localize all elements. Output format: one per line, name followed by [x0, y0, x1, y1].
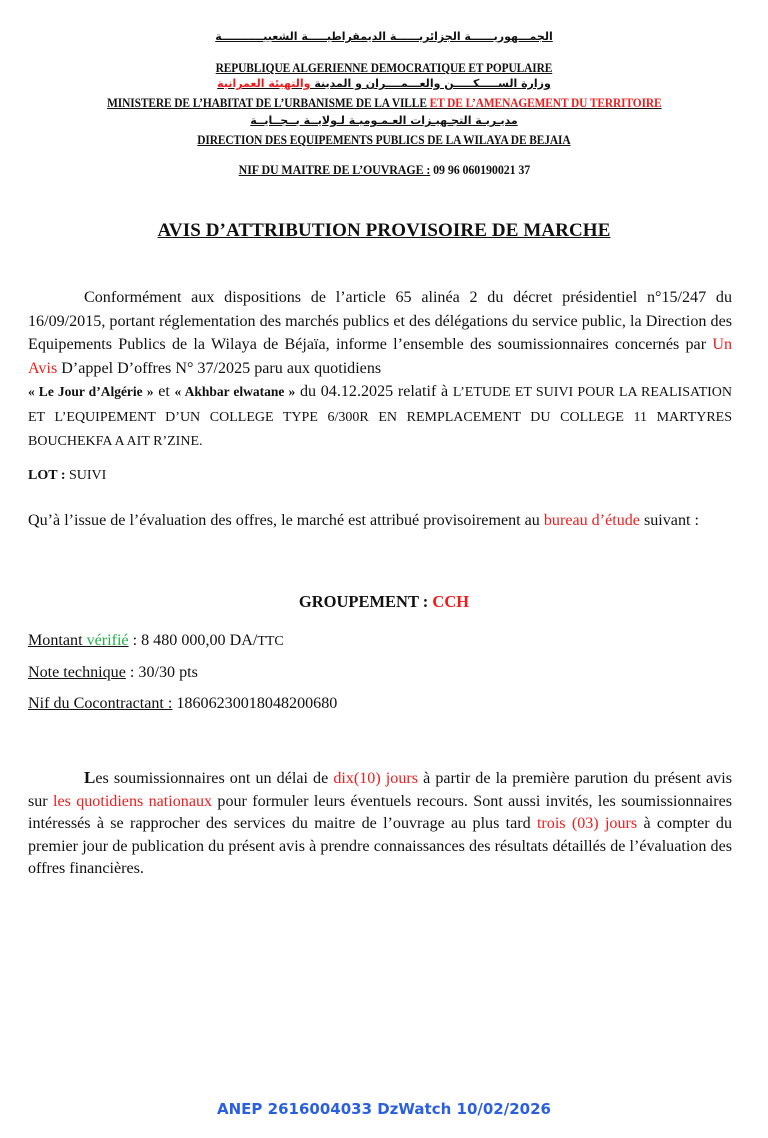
recours-delai: dix(10) jours — [333, 770, 418, 787]
groupement-value: CCH — [432, 592, 470, 611]
recours-text-4: à compter du premier jour de publication du présent avis à prendre connaissances des résultats détaillés de l’évaluation des offres financières. — [28, 815, 732, 877]
header-french-ministry — [0, 96, 768, 111]
arabic-ministry-red-text: والتهيئة العمرانية — [217, 77, 311, 90]
recours-quotidiens: les quotidiens nationaux — [53, 792, 213, 810]
montant-value: : 8 480 000,00 DA/ — [128, 632, 258, 649]
header-arabic-republic: الجمـــهوريــــــة الجزائريــــــة الديمقراطيـــــة الشعبيـــــــــــة — [215, 30, 553, 43]
recours-text-1: es soumissionnaires ont un délai de — [95, 770, 334, 787]
groupement-line — [0, 592, 768, 612]
arabic-ministry-text: وزارة الســـــكـــــن والعـــمــــران و المدينة — [310, 77, 551, 90]
project-object: L’ETUDE ET SUIVI POUR LA REALISATION ET L’EQUIPEMENT D’UN COLLEGE TYPE 6/300R EN REMPLACEMENT DU COLLEGE 11 MARTYRES BOUCHEKFA A AIT R’ZINE. — [28, 385, 733, 449]
recours-first-letter: L — [84, 768, 96, 787]
montant-verifie: vérifié — [86, 632, 129, 649]
nif-line — [238, 162, 529, 178]
attribution-text-1: Qu’à l’issue de l’évaluation des offres, le marché est attribué provisoirement au — [28, 512, 544, 529]
montant-ttc: TTC — [257, 634, 284, 649]
french-ministry-line — [107, 96, 661, 111]
header-french-direction — [0, 133, 768, 148]
header-french-republic — [0, 61, 768, 76]
nif-cocontractant-line — [28, 695, 337, 713]
attribution-bureau: bureau d’étude — [543, 512, 640, 529]
montant-label: Montant — [28, 632, 87, 649]
recours-text-3: pour formuler leurs éventuels recours. Sont aussi invités, les soumissionnaires intéressés à se rapprocher des services du maitre de l’ouvrage au plus tard — [28, 792, 732, 832]
french-republic-text: REPUBLIQUE ALGERIENNE DEMOCRATIQUE ET POPULAIRE — [215, 61, 553, 75]
french-ministry-red-text: ET DE L’AMENAGEMENT DU TERRITOIRE — [429, 96, 662, 110]
intro-et: et — [153, 383, 175, 400]
nif-cocontractant-value: 18606230018048200680 — [172, 695, 338, 712]
note-line — [28, 664, 198, 682]
note-label: Note technique — [28, 664, 126, 681]
newspaper-2: « Akhbar elwatane » — [174, 384, 296, 399]
recours-trois-jours: trois (03) jours — [536, 815, 638, 832]
montant-label-group — [28, 632, 129, 649]
intro-paragraph — [28, 286, 732, 454]
intro-text-2: D’appel D’offres N° 37/2025 paru aux quotidiens — [57, 359, 382, 377]
page-title: AVIS D’ATTRIBUTION PROVISOIRE DE MARCHE — [157, 220, 611, 241]
header-arabic-ministry — [0, 77, 768, 90]
nif-label: NIF DU MAITRE DE L’OUVRAGE : — [238, 162, 430, 177]
lot-value: SUIVI — [65, 468, 107, 483]
header-nif — [0, 162, 768, 178]
french-direction-text: DIRECTION DES EQUIPEMENTS PUBLICS DE LA WILAYA DE BEJAIA — [197, 133, 571, 147]
intro-text-1: Conformément aux dispositions de l’article 65 alinéa 2 du décret présidentiel n°15/247 du 16/09/2015, portant réglementation des marchés publics et des délégations du service public, la Direction des Equipements Publics de la Wilaya de Béjaïa, informe l’ensemble des soumissionnaires concernés par — [28, 289, 732, 353]
header-arabic-direction: مديـريـة التجـهيـزات العـمـوميـة لـولايــة بــجــايــة — [250, 114, 518, 127]
footer-watermark: ANEP 2616004033 DzWatch 10/02/2026 — [217, 1100, 551, 1118]
nif-cocontractant-label: Nif du Cocontractant : — [28, 695, 173, 712]
note-value: : 30/30 pts — [125, 664, 198, 681]
attribution-text-2: suivant : — [639, 512, 699, 529]
montant-line — [28, 632, 284, 650]
intro-un-avis: Un Avis — [28, 336, 732, 377]
french-ministry-text: MINISTERE DE L’HABITAT DE L’URBANISME DE LA VILLE — [106, 96, 430, 110]
intro-text-3: du 04.12.2025 relatif à — [295, 383, 453, 400]
lot-label: LOT : — [28, 468, 66, 483]
attribution-paragraph — [28, 509, 732, 533]
lot-line — [28, 468, 106, 484]
groupement-label: GROUPEMENT : — [298, 592, 433, 611]
recours-text-2: à partir de la première parution du présent avis sur — [28, 770, 732, 810]
recours-paragraph — [28, 767, 732, 881]
newspaper-1: « Le Jour d’Algérie » — [28, 384, 154, 399]
nif-value: 09 96 060190021 37 — [429, 162, 530, 177]
